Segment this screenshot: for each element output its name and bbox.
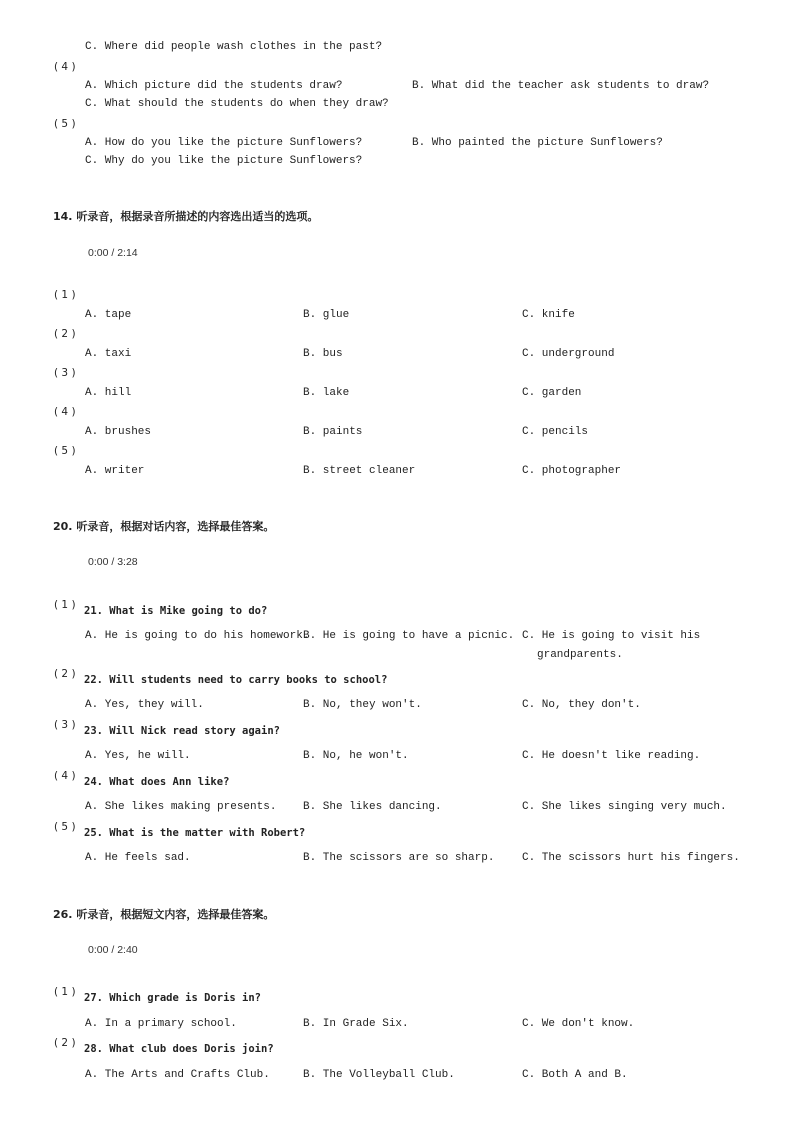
s14-question-number-2: ( 2 ) — [54, 328, 76, 340]
audio-player-26[interactable]: 0:00 / 2:40 — [88, 944, 138, 956]
audio-player-20[interactable]: 0:00 / 3:28 — [88, 556, 138, 568]
s20-question-number-3: ( 3 ) — [54, 719, 76, 731]
s20-q2-question: 22. Will students need to carry books to school? — [84, 674, 388, 686]
s20-q5-option-c: C. The scissors hurt his fingers. — [522, 852, 740, 864]
s20-q4-option-a: A. She likes making presents. — [85, 801, 277, 813]
option-c-q4: C. What should the students do when they draw? — [85, 98, 389, 110]
s26-q2-option-c: C. Both A and B. — [522, 1069, 628, 1081]
s20-q1-question: 21. What is Mike going to do? — [84, 605, 268, 617]
question-number-4: ( 4 ) — [54, 61, 76, 73]
s20-q1-option-b: B. He is going to have a picnic. — [303, 630, 515, 642]
option-b-q4: B. What did the teacher ask students to draw? — [412, 80, 710, 92]
s20-q2-option-b: B. No, they won't. — [303, 699, 422, 711]
s26-q2-option-b: B. The Volleyball Club. — [303, 1069, 455, 1081]
s14-q1-option-c: C. knife — [522, 309, 575, 321]
s26-q2-question: 28. What club does Doris join? — [84, 1043, 274, 1055]
s26-q1-option-c: C. We don't know. — [522, 1018, 635, 1030]
section-14-heading: 14. 听录音，根据录音所描述的内容选出适当的选项。 — [53, 210, 319, 223]
question-number-5: ( 5 ) — [54, 118, 76, 130]
s20-q5-option-a: A. He feels sad. — [85, 852, 191, 864]
s14-q5-option-b: B. street cleaner — [303, 465, 416, 477]
s14-question-number-5: ( 5 ) — [54, 445, 76, 457]
s20-question-number-4: ( 4 ) — [54, 770, 76, 782]
option-b-q5: B. Who painted the picture Sunflowers? — [412, 137, 663, 149]
s14-q4-option-b: B. paints — [303, 426, 363, 438]
s14-question-number-1: ( 1 ) — [54, 289, 76, 301]
s14-q4-option-c: C. pencils — [522, 426, 589, 438]
s20-question-number-2: ( 2 ) — [54, 668, 76, 680]
s26-q2-option-a: A. The Arts and Crafts Club. — [85, 1069, 270, 1081]
s14-q2-option-c: C. underground — [522, 348, 615, 360]
s20-q1-option-c-continued: grandparents. — [537, 649, 623, 661]
s14-q3-option-c: C. garden — [522, 387, 582, 399]
s20-q3-option-a: A. Yes, he will. — [85, 750, 191, 762]
s14-question-number-3: ( 3 ) — [54, 367, 76, 379]
section-20-heading: 20. 听录音，根据对话内容，选择最佳答案。 — [53, 520, 275, 533]
section-26-heading: 26. 听录音，根据短文内容，选择最佳答案。 — [53, 908, 275, 921]
s14-q4-option-a: A. brushes — [85, 426, 152, 438]
s20-q3-option-b: B. No, he won't. — [303, 750, 409, 762]
s20-question-number-5: ( 5 ) — [54, 821, 76, 833]
s14-q5-option-c: C. photographer — [522, 465, 622, 477]
s20-q3-option-c: C. He doesn't like reading. — [522, 750, 701, 762]
s20-q1-option-a: A. He is going to do his homework. — [85, 630, 310, 642]
s26-question-number-2: ( 2 ) — [54, 1037, 76, 1049]
s14-q2-option-a: A. taxi — [85, 348, 132, 360]
s20-q2-option-a: A. Yes, they will. — [85, 699, 204, 711]
s26-q1-question: 27. Which grade is Doris in? — [84, 992, 262, 1004]
option-c-q5: C. Why do you like the picture Sunflowers? — [85, 155, 363, 167]
s20-q5-option-b: B. The scissors are so sharp. — [303, 852, 495, 864]
s20-question-number-1: ( 1 ) — [54, 599, 76, 611]
s20-q4-option-c: C. She likes singing very much. — [522, 801, 727, 813]
s14-q1-option-b: B. glue — [303, 309, 350, 321]
s14-q2-option-b: B. bus — [303, 348, 343, 360]
audio-player-14[interactable]: 0:00 / 2:14 — [88, 247, 138, 259]
s20-q4-question: 24. What does Ann like? — [84, 776, 230, 788]
s14-q1-option-a: A. tape — [85, 309, 132, 321]
s20-q5-question: 25. What is the matter with Robert? — [84, 827, 306, 839]
option-c-q3: C. Where did people wash clothes in the past? — [85, 41, 383, 53]
s20-q3-question: 23. Will Nick read story again? — [84, 725, 280, 737]
s20-q2-option-c: C. No, they don't. — [522, 699, 641, 711]
s14-q3-option-a: A. hill — [85, 387, 132, 399]
s20-q1-option-c: C. He is going to visit his — [522, 630, 701, 642]
option-a-q4: A. Which picture did the students draw? — [85, 80, 343, 92]
s20-q4-option-b: B. She likes dancing. — [303, 801, 442, 813]
s26-q1-option-b: B. In Grade Six. — [303, 1018, 409, 1030]
s14-q5-option-a: A. writer — [85, 465, 145, 477]
s14-q3-option-b: B. lake — [303, 387, 350, 399]
option-a-q5: A. How do you like the picture Sunflowers? — [85, 137, 363, 149]
s14-question-number-4: ( 4 ) — [54, 406, 76, 418]
s26-q1-option-a: A. In a primary school. — [85, 1018, 237, 1030]
s26-question-number-1: ( 1 ) — [54, 986, 76, 998]
